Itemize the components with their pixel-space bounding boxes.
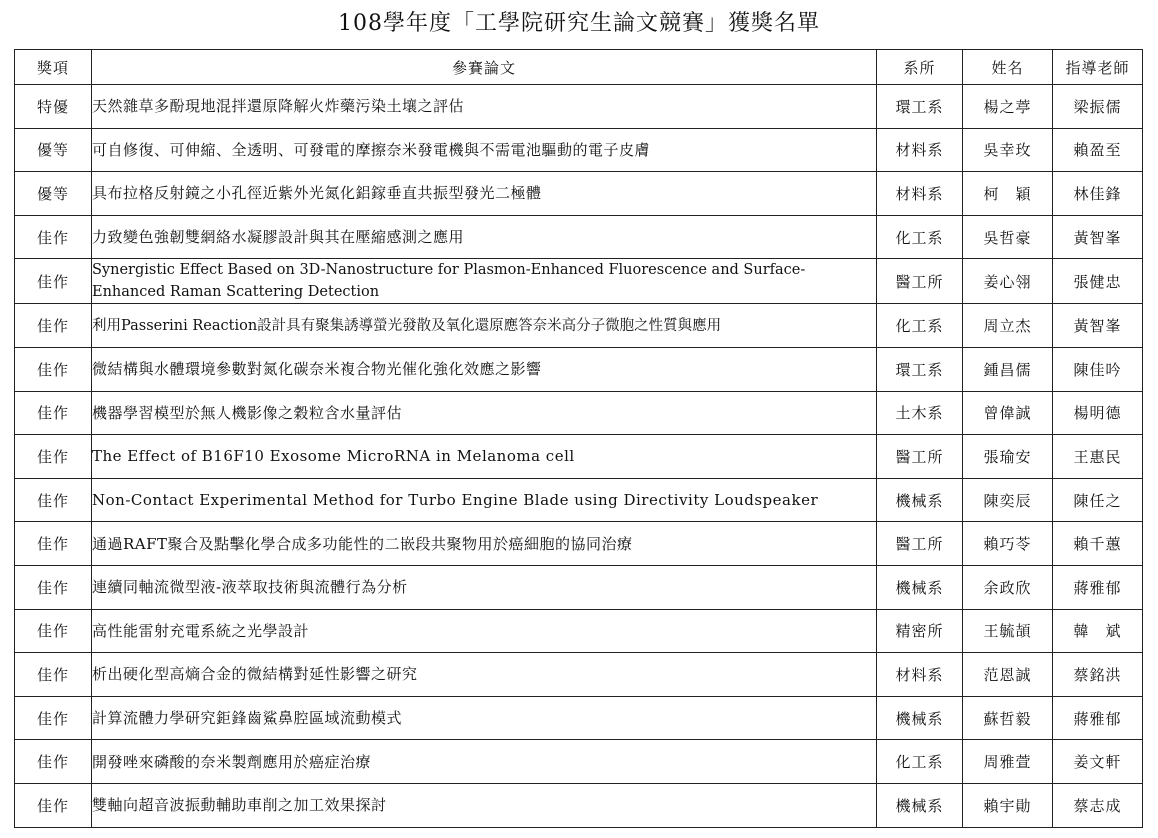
paper-title-cell: 力致變色強韌雙網絡水凝膠設計與其在壓縮感測之應用: [92, 215, 877, 259]
table-row: [15, 215, 1143, 259]
advisor-cell: 賴千蕙: [1053, 522, 1143, 566]
advisor-cell: 陳任之: [1053, 478, 1143, 522]
advisor-cell: 韓 斌: [1053, 609, 1143, 653]
student-name-cell: 陳奕辰: [963, 478, 1053, 522]
advisor-cell: 蔡志成: [1053, 783, 1143, 827]
advisor-cell: 楊明德: [1053, 391, 1143, 435]
student-name-cell: 周雅萱: [963, 740, 1053, 784]
department-cell: 環工系: [877, 85, 963, 129]
table-row: [15, 391, 1143, 435]
department-cell: 材料系: [877, 128, 963, 172]
department-cell: 材料系: [877, 653, 963, 697]
department-cell: 材料系: [877, 172, 963, 216]
student-name-cell: 蘇哲毅: [963, 696, 1053, 740]
student-name-cell: 周立杰: [963, 304, 1053, 348]
award-cell: 佳作: [15, 609, 92, 653]
document-title: 108學年度「工學院研究生論文競賽」獲獎名單: [338, 11, 820, 36]
paper-title-cell: Synergistic Effect Based on 3D-Nanostructure for Plasmon-Enhanced Fluorescence and Surface-Enhanced Raman Scattering Detection: [92, 259, 877, 304]
paper-title-cell: 具布拉格反射鏡之小孔徑近紫外光氮化鋁鎵垂直共振型發光二極體: [92, 172, 877, 216]
awards-table: [14, 49, 1143, 828]
award-cell: 佳作: [15, 215, 92, 259]
award-cell: 佳作: [15, 522, 92, 566]
advisor-cell: 蔣雅郁: [1053, 565, 1143, 609]
header-award: 獎項: [15, 50, 92, 85]
award-cell: 佳作: [15, 740, 92, 784]
advisor-cell: 蔡銘洪: [1053, 653, 1143, 697]
table-row: [15, 565, 1143, 609]
advisor-cell: 黃智峯: [1053, 304, 1143, 348]
student-name-cell: 余政欣: [963, 565, 1053, 609]
student-name-cell: 賴宇勛: [963, 783, 1053, 827]
advisor-cell: 張健忠: [1053, 259, 1143, 304]
table-row: [15, 347, 1143, 391]
award-cell: 佳作: [15, 653, 92, 697]
award-cell: 佳作: [15, 259, 92, 304]
student-name-cell: 曾偉誠: [963, 391, 1053, 435]
student-name-cell: 張瑜安: [963, 435, 1053, 479]
paper-title-cell: Non-Contact Experimental Method for Turbo Engine Blade using Directivity Loudspeaker: [92, 478, 877, 522]
table-row: [15, 304, 1143, 348]
student-name-cell: 姜心翎: [963, 259, 1053, 304]
department-cell: 機械系: [877, 478, 963, 522]
student-name-cell: 王毓頡: [963, 609, 1053, 653]
table-row: [15, 435, 1143, 479]
paper-title-cell: 高性能雷射充電系統之光學設計: [92, 609, 877, 653]
table-row: [15, 653, 1143, 697]
paper-title-cell: 天然雜草多酚現地混拌還原降解火炸藥污染土壤之評估: [92, 85, 877, 129]
paper-title-cell: 連續同軸流微型液-液萃取技術與流體行為分析: [92, 565, 877, 609]
advisor-cell: 王惠民: [1053, 435, 1143, 479]
table-row: [15, 696, 1143, 740]
paper-title-cell: 開發唑來磷酸的奈米製劑應用於癌症治療: [92, 740, 877, 784]
header-advisor: 指導老師: [1053, 50, 1143, 85]
department-cell: 機械系: [877, 565, 963, 609]
award-cell: 優等: [15, 128, 92, 172]
paper-title-cell: 微結構與水體環境參數對氮化碳奈米複合物光催化強化效應之影響: [92, 347, 877, 391]
table-row: [15, 128, 1143, 172]
table-row: [15, 172, 1143, 216]
table-row: [15, 609, 1143, 653]
table-row: [15, 478, 1143, 522]
department-cell: 機械系: [877, 783, 963, 827]
paper-title-cell: 利用Passerini Reaction設計具有聚集誘導螢光發散及氧化還原應答奈米高分子微胞之性質與應用: [92, 304, 877, 348]
table-row: [15, 259, 1143, 304]
award-cell: 佳作: [15, 565, 92, 609]
department-cell: 醫工所: [877, 259, 963, 304]
department-cell: 化工系: [877, 304, 963, 348]
paper-title-cell: 析出硬化型高熵合金的微結構對延性影響之研究: [92, 653, 877, 697]
table-row: [15, 740, 1143, 784]
student-name-cell: 吳幸玫: [963, 128, 1053, 172]
department-cell: 土木系: [877, 391, 963, 435]
student-name-cell: 賴巧苓: [963, 522, 1053, 566]
department-cell: 機械系: [877, 696, 963, 740]
student-name-cell: 范恩誠: [963, 653, 1053, 697]
header-name: 姓名: [963, 50, 1053, 85]
student-name-cell: 鍾昌儒: [963, 347, 1053, 391]
advisor-cell: 林佳鋒: [1053, 172, 1143, 216]
table-row: [15, 783, 1143, 827]
paper-title-cell: 可自修復、可伸縮、全透明、可發電的摩擦奈米發電機與不需電池驅動的電子皮膚: [92, 128, 877, 172]
award-cell: 佳作: [15, 696, 92, 740]
paper-title-cell: 計算流體力學研究鉅鋒齒鯊鼻腔區域流動模式: [92, 696, 877, 740]
advisor-cell: 陳佳吟: [1053, 347, 1143, 391]
department-cell: 環工系: [877, 347, 963, 391]
student-name-cell: 柯 穎: [963, 172, 1053, 216]
student-name-cell: 楊之葶: [963, 85, 1053, 129]
header-row: [15, 50, 1143, 85]
award-cell: 佳作: [15, 391, 92, 435]
paper-title-cell: 機器學習模型於無人機影像之穀粒含水量評估: [92, 391, 877, 435]
paper-title-cell: 通過RAFT聚合及點擊化學合成多功能性的二嵌段共聚物用於癌細胞的協同治療: [92, 522, 877, 566]
table-row: [15, 522, 1143, 566]
advisor-cell: 姜文軒: [1053, 740, 1143, 784]
advisor-cell: 黃智峯: [1053, 215, 1143, 259]
table-row: [15, 85, 1143, 129]
department-cell: 精密所: [877, 609, 963, 653]
student-name-cell: 吳哲豪: [963, 215, 1053, 259]
award-cell: 佳作: [15, 478, 92, 522]
award-cell: 佳作: [15, 304, 92, 348]
department-cell: 化工系: [877, 740, 963, 784]
department-cell: 化工系: [877, 215, 963, 259]
advisor-cell: 梁振儒: [1053, 85, 1143, 129]
award-cell: 特優: [15, 85, 92, 129]
paper-title-cell: 雙軸向超音波振動輔助車削之加工效果探討: [92, 783, 877, 827]
advisor-cell: 蔣雅郁: [1053, 696, 1143, 740]
header-paper: 參賽論文: [92, 50, 877, 85]
award-cell: 佳作: [15, 783, 92, 827]
advisor-cell: 賴盈至: [1053, 128, 1143, 172]
header-dept: 系所: [877, 50, 963, 85]
department-cell: 醫工所: [877, 435, 963, 479]
award-cell: 佳作: [15, 347, 92, 391]
department-cell: 醫工所: [877, 522, 963, 566]
paper-title-cell: The Effect of B16F10 Exosome MicroRNA in Melanoma cell: [92, 435, 877, 479]
award-cell: 佳作: [15, 435, 92, 479]
award-cell: 優等: [15, 172, 92, 216]
